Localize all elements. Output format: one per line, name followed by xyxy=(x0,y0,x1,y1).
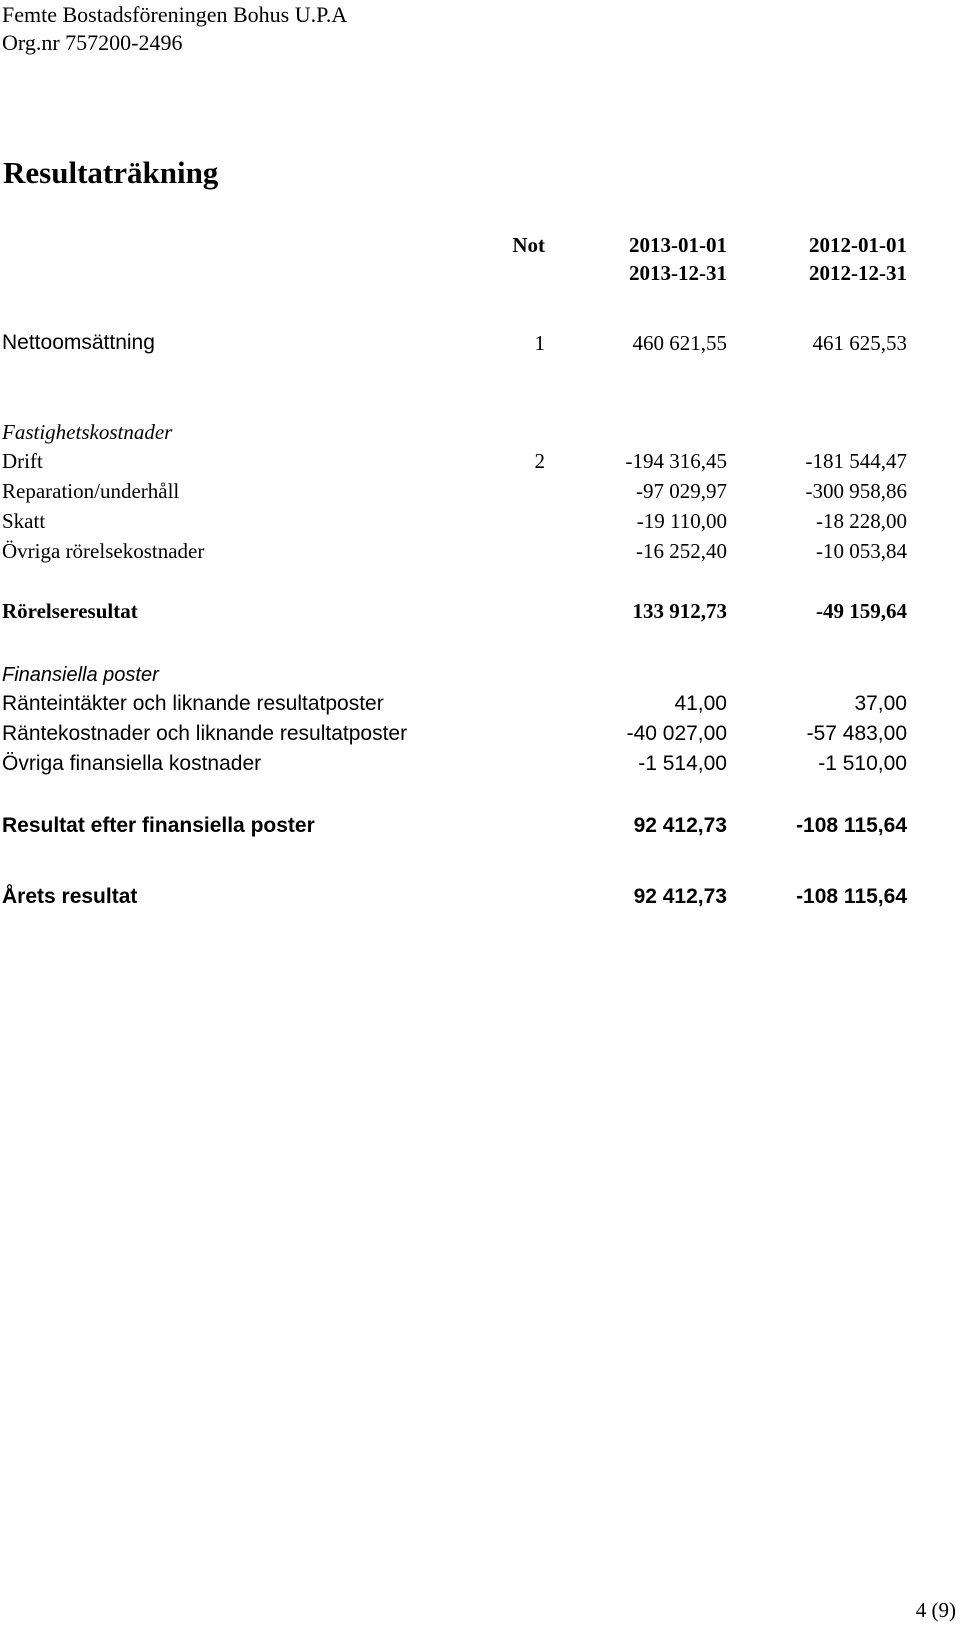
row-value-previous: -108 115,64 xyxy=(796,885,907,908)
row-value-previous: -49 159,64 xyxy=(816,599,907,623)
page-number: 4 (9) xyxy=(915,1598,956,1622)
row-value-current: -194 316,45 xyxy=(625,449,727,473)
table-row-arets-resultat xyxy=(0,883,960,911)
row-value-current: -1 514,00 xyxy=(638,752,727,775)
table-row xyxy=(0,690,960,718)
page-title: Resultaträkning xyxy=(3,155,219,190)
row-note: 1 xyxy=(534,331,545,355)
row-label: Räntekostnader och liknande resultatposter xyxy=(2,722,408,745)
row-label: Ränteintäkter och liknande resultatposter xyxy=(2,692,384,715)
row-value-previous: -108 115,64 xyxy=(796,814,907,837)
row-value-previous: -57 483,00 xyxy=(806,722,907,745)
column-header-previous-end: 2012-12-31 xyxy=(809,261,907,285)
row-value-previous: 461 625,53 xyxy=(812,331,907,355)
column-header-current-start: 2013-01-01 xyxy=(629,233,727,257)
table-row-nettoomsattning xyxy=(0,329,960,357)
section-heading-finansiella-poster: Finansiella poster xyxy=(2,664,159,686)
table-row xyxy=(0,720,960,748)
section-heading-fastighetskostnader: Fastighetskostnader xyxy=(2,420,173,444)
row-label: Drift xyxy=(2,449,43,473)
row-note: 2 xyxy=(534,449,545,473)
organization-name: Femte Bostadsföreningen Bohus U.P.A xyxy=(2,2,348,27)
row-value-previous: -181 544,47 xyxy=(805,449,907,473)
row-value-current: 92 412,73 xyxy=(633,885,727,908)
table-row xyxy=(0,447,960,475)
table-row-resultat-efter-finansiella-poster xyxy=(0,812,960,840)
table-row xyxy=(0,537,960,565)
row-value-previous: -1 510,00 xyxy=(818,752,907,775)
row-value-current: 92 412,73 xyxy=(633,814,727,837)
row-label: Skatt xyxy=(2,509,46,533)
column-header-current-end: 2013-12-31 xyxy=(629,261,727,285)
row-value-previous: -18 228,00 xyxy=(816,509,907,533)
row-value-current: -16 252,40 xyxy=(636,539,727,563)
column-header-not: Not xyxy=(512,233,545,257)
row-value-previous: -10 053,84 xyxy=(816,539,907,563)
row-value-previous: -300 958,86 xyxy=(805,479,907,503)
row-label: Reparation/underhåll xyxy=(2,479,180,503)
row-value-current: -40 027,00 xyxy=(626,722,727,745)
table-row xyxy=(0,750,960,778)
row-value-current: -19 110,00 xyxy=(636,509,727,533)
row-value-current: -97 029,97 xyxy=(636,479,727,503)
table-row xyxy=(0,507,960,535)
row-label: Rörelseresultat xyxy=(2,599,138,623)
row-value-previous: 37,00 xyxy=(854,692,907,715)
table-row xyxy=(0,477,960,505)
table-row-rorelseresultat xyxy=(0,597,960,625)
row-label: Övriga rörelsekostnader xyxy=(2,539,205,563)
row-label: Årets resultat xyxy=(2,885,138,908)
row-label: Nettoomsättning xyxy=(2,331,155,354)
row-value-current: 41,00 xyxy=(674,692,727,715)
column-header-previous-start: 2012-01-01 xyxy=(809,233,907,257)
row-value-current: 460 621,55 xyxy=(632,331,727,355)
row-label: Övriga finansiella kostnader xyxy=(2,752,262,775)
row-value-current: 133 912,73 xyxy=(632,599,727,623)
organization-number: Org.nr 757200-2496 xyxy=(2,30,183,55)
row-label: Resultat efter finansiella poster xyxy=(2,814,315,837)
